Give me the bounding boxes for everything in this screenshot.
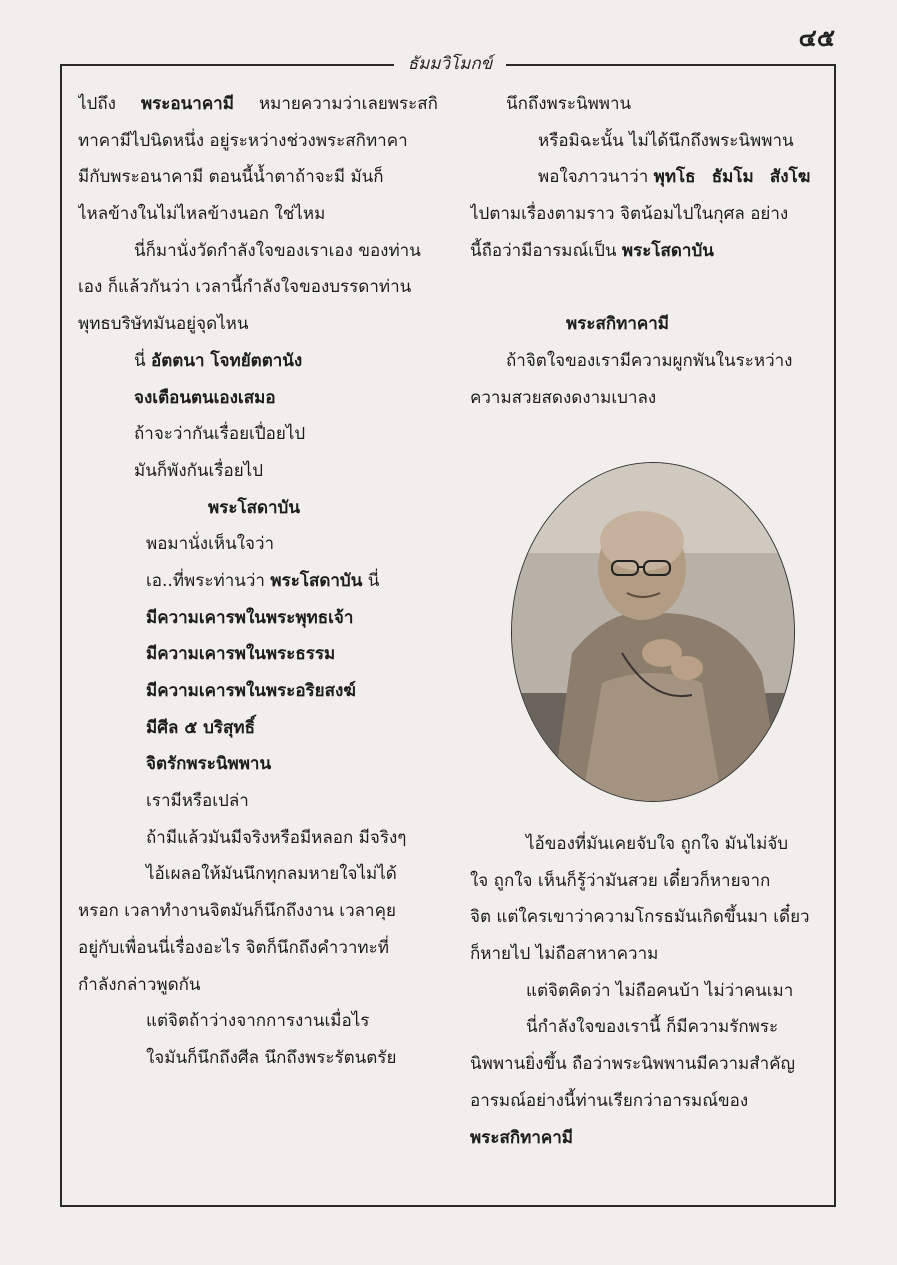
text-line: นึกถึงพระนิพพาน [506, 94, 632, 114]
bold-term: ธัมโม [711, 167, 754, 188]
text-line: ทาคามีไปนิดหนึ่ง อยู่ระหว่างช่วงพระสกิทาคา [78, 130, 408, 151]
text-line: หรือมิฉะนั้น ไม่ได้นึกถึงพระนิพพาน [538, 130, 794, 151]
bold-term: พุทโธ [653, 167, 696, 188]
text-line: มีความเคารพในพระอริยสงฆ์ [146, 681, 356, 701]
text-line: พระสกิทาคามี [470, 1127, 574, 1148]
text-line: นี่ อัตตนา โจทยัตตานัง [134, 350, 303, 371]
text-line: พอมานั่งเห็นใจว่า [146, 534, 275, 555]
text-line: พุทธบริษัทมันอยู่จุดไหน [78, 314, 249, 335]
left-column [78, 86, 438, 1077]
text-line: มีกับพระอนาคามี ตอนนี้น้ำตาถ้าจะมี มันก็ [78, 167, 384, 188]
text-line: พอใจภาวนาว่า พุทโธ ธัมโม สังโฆ [538, 167, 811, 188]
text-line: ถ้าจะว่ากันเรื่อยเปื่อยไป [134, 424, 306, 445]
bold-term: สังโฆ [769, 167, 811, 188]
running-header: ธัมมวิโมกข์ [407, 54, 493, 74]
text-line: นี่ก็มานั่งวัดกำลังใจของเราเอง ของท่าน [134, 240, 421, 261]
text-line: ถ้ามีแล้วมันมีจริงหรือมีหลอก มีจริงๆ [146, 827, 407, 848]
text-line: นี้ถือว่ามีอารมณ์เป็น พระโสดาบัน [470, 240, 714, 261]
text-line: มันก็พังกันเรื่อยไป [134, 460, 263, 481]
text-line: เรามีหรือเปล่า [146, 791, 249, 812]
text-line: ไปตามเรื่องตามราว จิตน้อมไปในกุศล อย่าง [470, 204, 789, 225]
text-line: จิต แต่ใครเขาว่าความโกรธมันเกิดขึ้นมา เดี๋ยว [470, 907, 810, 928]
text-line: กำลังกล่าวพูดกัน [78, 974, 201, 995]
text-line: จิตรักพระนิพพาน [146, 754, 272, 775]
section-heading: พระโสดาบัน [208, 497, 300, 518]
text-line: ไหลข้างในไม่ไหลข้างนอก ใช่ไหม [78, 204, 326, 225]
text-line: หรอก เวลาทำงานจิตมันก็นึกถึงงาน เวลาคุย [78, 901, 396, 922]
blank-line [470, 269, 822, 306]
text-line: ใจมันก็นึกถึงศีล นึกถึงพระรัตนตรัย [146, 1047, 397, 1068]
text-line: นิพพานยิ่งขึ้น ถือว่าพระนิพพานมีความสำคัญ [470, 1054, 796, 1075]
bold-term: อัตตนา โจทยัตตานัง [151, 350, 303, 371]
text-line: จงเตือนตนเองเสมอ [134, 387, 276, 408]
text-line: ไอ้ของที่มันเคยจับใจ ถูกใจ มันไม่จับ [526, 834, 789, 854]
bold-term: พระโสดาบัน [270, 570, 363, 591]
text-line: อารมณ์อย่างนี้ท่านเรียกว่าอารมณ์ของ [470, 1090, 749, 1111]
monk-portrait-photo [511, 462, 795, 802]
frame-top-rule-left [60, 64, 394, 66]
text-line: มีความเคารพในพระธรรม [146, 644, 336, 665]
section-heading: พระสกิทาคามี [566, 314, 670, 335]
right-column-top [470, 86, 822, 416]
text-line: เอง ก็แล้วกันว่า เวลานี้กำลังใจของบรรดาท่าน [78, 277, 412, 298]
text-line: ไอ้เผลอให้มันนึกทุกลมหายใจไม่ได้ [146, 864, 397, 885]
text-line: เอ..ที่พระท่านว่า พระโสดาบัน นี่ [146, 570, 380, 591]
page-number: ๔๕ [798, 24, 835, 52]
text-line: อยู่กับเพื่อนนี่เรื่องอะไร จิตก็นึกถึงคำวาทะที่ [78, 937, 389, 958]
text-line: มีความเคารพในพระพุทธเจ้า [146, 607, 354, 628]
bold-term: พระโสดาบัน [621, 240, 714, 261]
text-line: ไปถึง พระอนาคามี หมายความว่าเลยพระสกิ [78, 86, 438, 123]
text-line: นี่กำลังใจของเรานี้ ก็มีความรักพระ [526, 1017, 779, 1038]
frame-top-rule-right [506, 64, 836, 66]
text-line: ถ้าจิตใจของเรามีความผูกพันในระหว่าง [506, 350, 793, 371]
right-column-bottom [470, 826, 822, 1156]
text-line: แต่จิตถ้าว่างจากการงานเมื่อไร [146, 1011, 370, 1032]
text-line: แต่จิตคิดว่า ไม่ถือคนบ้า ไม่ว่าคนเมา [526, 980, 794, 1001]
text-line: มีศีล ๕ บริสุทธิ์ [146, 717, 255, 738]
text-line: ใจ ถูกใจ เห็นก็รู้ว่ามันสวย เดี๋ยวก็หายจาก [470, 870, 771, 891]
text-line: ความสวยสดงดงามเบาลง [470, 387, 657, 408]
bold-term: พระอนาคามี [140, 94, 234, 114]
text-line: ก็หายไป ไม่ถือสาหาความ [470, 944, 659, 965]
